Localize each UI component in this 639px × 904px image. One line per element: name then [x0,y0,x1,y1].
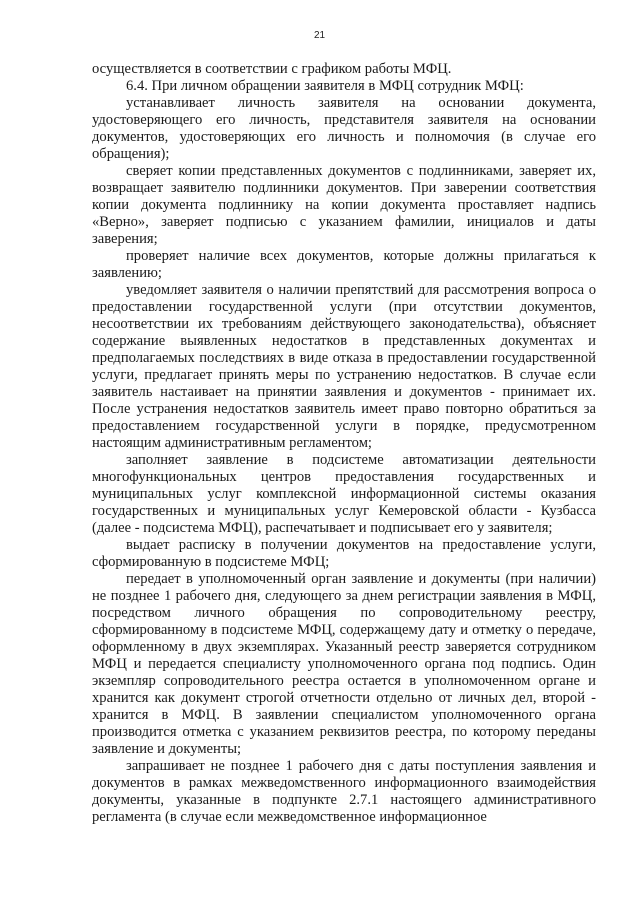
paragraph-section-6-4: 6.4. При личном обращении заявителя в МФЦ сотрудник МФЦ: [126,78,524,94]
paragraph-transfer-documents: передает в уполномоченный орган заявление и документы (при наличии) не позднее 1 рабочего дня, следующего за днем регистрации заявления в МФЦ, посредством личного обращения по сопроводительному реестру, сформированному в подсистеме МФЦ, содержащему дату и отметку о передаче, оформленному в двух экземплярах. Указанный реестр заверяется сотрудником МФЦ и передается специалисту уполномоченного органа под подпись. Один экземпляр сопроводительного реестра остается в уполномоченном органе и хранится как документ строгой отчетности отдельно от личных дел, второй - хранится в МФЦ. В заявлении специалистом уполномоченного органа производится отметка с указанием реквизитов реестра, по которому переданы заявление и документы; [92,571,596,757]
paragraph-notify-obstacles: уведомляет заявителя о наличии препятствий для рассмотрения вопроса о предоставлении государственной услуги (при отсутствии документов, несоответствии их требованиям действующего законодательства), объясняет содержание выявленных недостатков в представленных документах и предполагаемых последствиях в виде отказа в предоставлении государственной услуги, предлагает принять меры по устранению недостатков. В случае если заявитель настаивает на принятии заявления и документов - принимает их. После устранения недостатков заявитель имеет право повторно обратиться за предоставлением государственной услуги в порядке, предусмотренном настоящим административным регламентом; [92,282,596,451]
paragraph-identify-applicant: устанавливает личность заявителя на основании документа, удостоверяющего его личность, представителя заявителя на основании документов, удостоверяющих его личность и полномочия (в случае его обращения); [92,95,596,162]
page-number: 21 [313,30,326,41]
paragraph-fill-application: заполняет заявление в подсистеме автоматизации деятельности многофункциональных центров предоставления государственных и муниципальных услуг комплексной информационной системы оказания государственных и муниципальных услуг Кемеровской области - Кузбасса (далее - подсистема МФЦ), распечатывает и подписывает его у заявителя; [92,452,596,536]
paragraph-check-documents: проверяет наличие всех документов, которые должны прилагаться к заявлению; [92,248,596,281]
paragraph-request-documents: запрашивает не позднее 1 рабочего дня с даты поступления заявления и документов в рамках межведомственного информационного взаимодействия документы, указанные в подпункте 2.7.1 настоящего административного регламента (в случае если межведомственное информационное [92,758,596,825]
paragraph-issue-receipt: выдает расписку в получении документов на предоставление услуги, сформированную в подсистеме МФЦ; [92,537,596,570]
document-body [92,61,596,826]
paragraph-verify-copies: сверяет копии представленных документов с подлинниками, заверяет их, возвращает заявителю подлинники документов. При заверении соответствия копии документа подлиннику на копии документа проставляет надпись «Верно», заверяет подписью с указанием фамилии, инициалов и даты заверения; [92,163,596,247]
paragraph-continuation: осуществляется в соответствии с графиком работы МФЦ. [92,61,452,77]
